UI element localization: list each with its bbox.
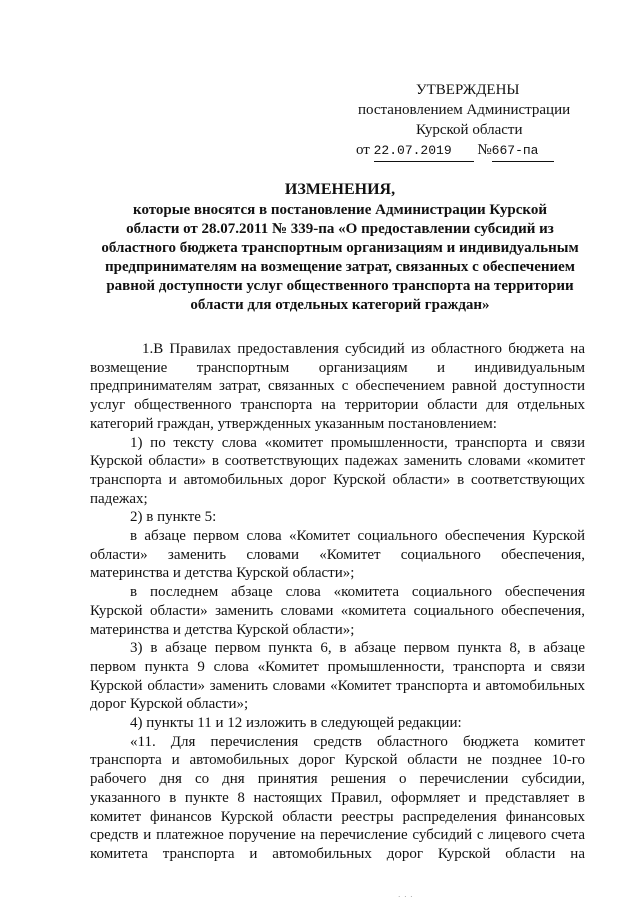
- number-label: №: [477, 142, 492, 158]
- title-heading: ИЗМЕНЕНИЯ,: [284, 181, 396, 198]
- title-line: предпринимателям на возмещение затрат, связанных с обеспечением: [104, 259, 576, 275]
- title-line: области от 28.07.2011 № 339-па «О предоставлении субсидий из: [126, 221, 554, 237]
- title-line: областного бюджета транспортным организациям и индивидуальным: [101, 240, 579, 256]
- title-line: области для отдельных категорий граждан»: [190, 297, 490, 313]
- approval-line-2: Курской области: [416, 122, 523, 138]
- scan-mark: · · ·: [398, 893, 414, 901]
- paragraph-6: 3) в абзаце первом пункта 6, в абзаце первом пункта 8, в абзаце первом пункта 9 слова «Комитет промышленности, транспорта и связи Курской области» заменить словами «Комитет транспорта и автомобильных дорог Курской области»;: [90, 640, 585, 713]
- document-body: [90, 340, 585, 864]
- approval-number: 667-па: [492, 141, 554, 162]
- title-line: которые вносятся в постановление Администрации Курской: [133, 202, 547, 218]
- paragraph-4: в абзаце первом слова «Комитет социального обеспечения Курской области» заменить словами «Комитет социального обеспечения, материнства и детства Курской области»;: [90, 528, 585, 582]
- paragraph-7: 4) пункты 11 и 12 изложить в следующей редакции:: [130, 715, 462, 732]
- paragraph-5: в последнем абзаце слова «комитета социального обеспечения Курской области» заменить словами «комитета социального обеспечения, материнства и детства Курской области»;: [90, 584, 585, 638]
- title-line: равной доступности услуг общественного транспорта на территории: [106, 278, 574, 294]
- approval-heading: УТВЕРЖДЕНЫ: [416, 82, 520, 98]
- approval-line-1: постановлением Администрации: [358, 102, 571, 118]
- approval-date-row: [356, 140, 596, 162]
- paragraph-1: 1.В Правилах предоставления субсидий из областного бюджета на возмещение транспортным организациям и индивидуальным предпринимателям затрат, связанных с обеспечением равной доступности услуг общественного транспорта на территории области для отдельных категорий граждан, утвержденных указанным постановлением:: [90, 341, 585, 432]
- approval-block: [356, 80, 596, 162]
- document-title: [90, 180, 590, 315]
- approval-date: 22.07.2019: [374, 141, 474, 162]
- paragraph-3: 2) в пункте 5:: [130, 509, 217, 526]
- paragraph-8: «11. Для перечисления средств областного бюджета комитет транспорта и автомобильных дорог Курской области не позднее 10-го рабочего дня со дня принятия решения о перечислении субсидии, указанного в пункте 8 настоящих Правил, оформляет и представляет в комитет финансов Курской области реестры распределения финансовых средств и платежное поручение на перечисление субсидий с лицевого счета комитета транспорта и автомобильных дорог Курской области на: [90, 733, 585, 862]
- from-label: от: [356, 142, 370, 158]
- paragraph-2: 1) по тексту слова «комитет промышленности, транспорта и связи Курской области» в соответствующих падежах заменить словами «комитет транспорта и автомобильных дорог Курской области» в соответствующих падежах;: [90, 434, 585, 507]
